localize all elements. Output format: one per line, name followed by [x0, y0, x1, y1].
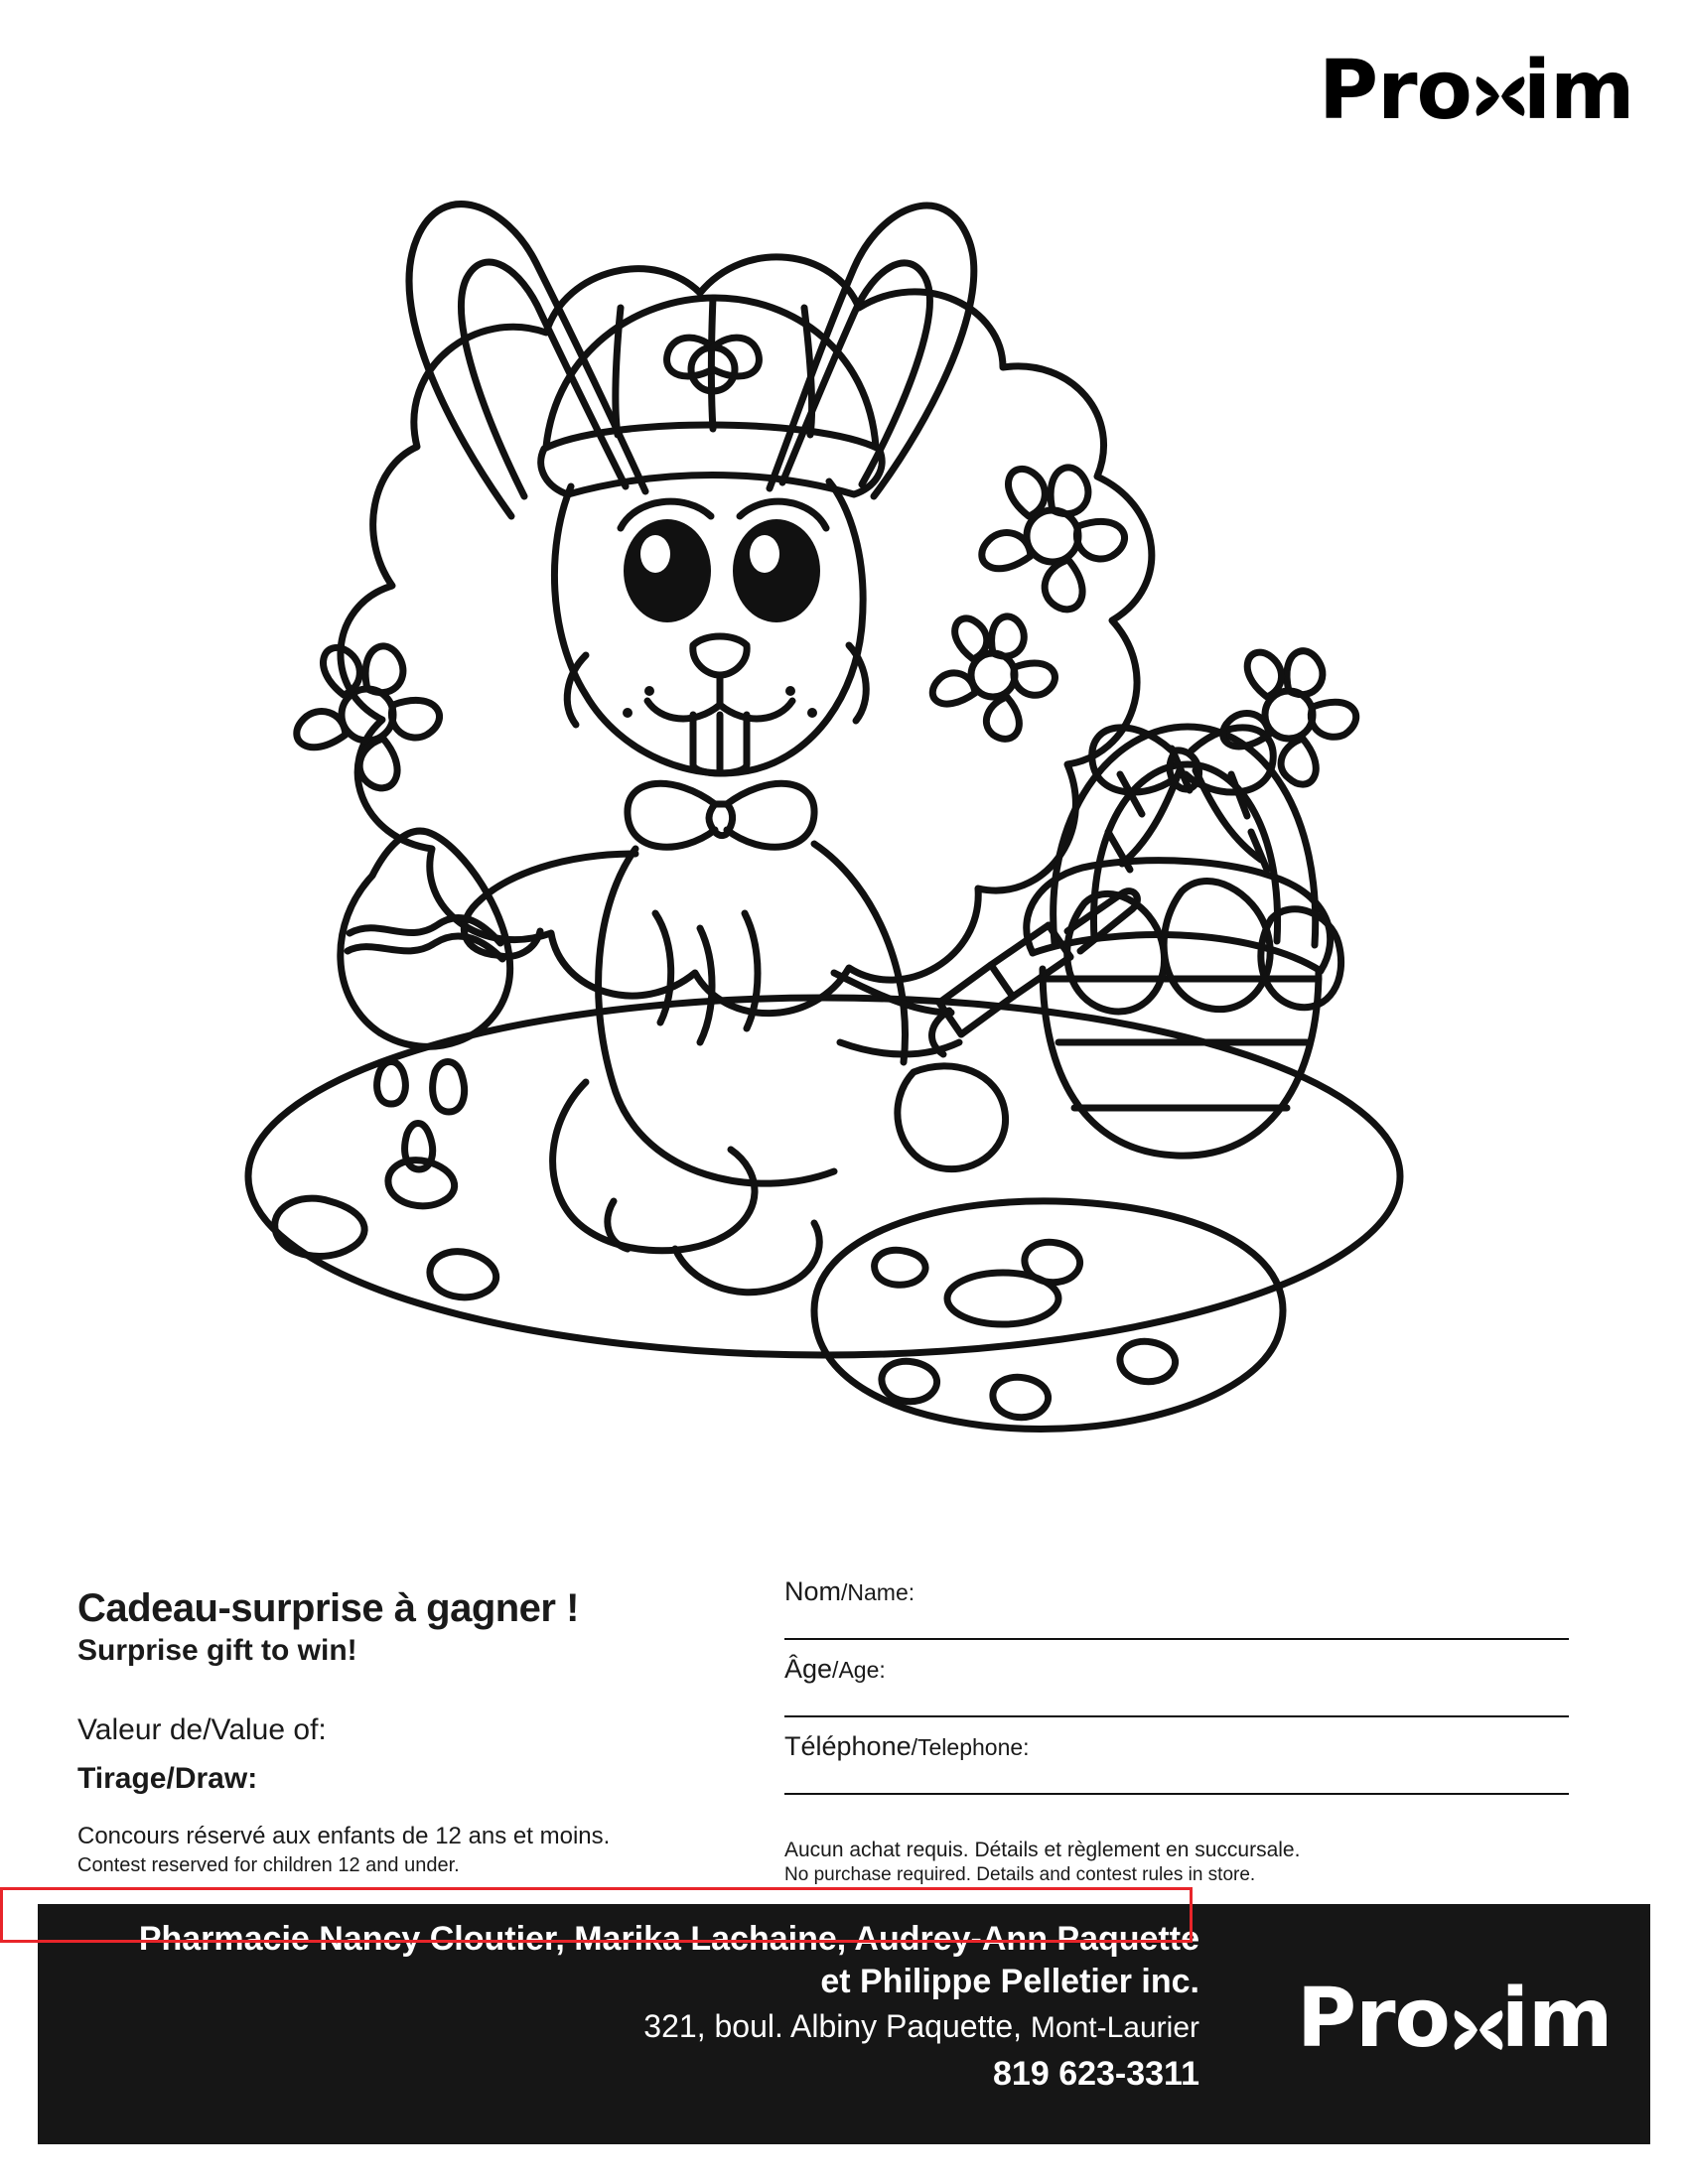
brand-name-part2-footer: im [1500, 1972, 1613, 2066]
name-label-fr: Nom [784, 1576, 842, 1606]
pharmacy-street: 321, boul. Albiny Paquette, [643, 2008, 1023, 2044]
promo-form-area [0, 1569, 1688, 1886]
telephone-label-separator: / [911, 1734, 917, 1760]
brand-name-part1-footer: Pro [1297, 1972, 1450, 2066]
pharmacy-name-line2: et Philippe Pelletier inc. [820, 1962, 1199, 2000]
promo-text-column [77, 1586, 733, 1878]
telephone-field-rule [784, 1793, 1569, 1795]
name-label-separator: / [841, 1579, 848, 1605]
brand-wordmark-footer [1297, 1972, 1613, 2066]
age-field-label [784, 1656, 1569, 1683]
telephone-label-fr: Téléphone [784, 1731, 912, 1761]
name-field-label [784, 1578, 1569, 1605]
age-input[interactable] [784, 1686, 1569, 1715]
pharmacy-name-line1: Pharmacie Nancy Cloutier, Marika Lachaine, Audrey-Ann Paquette [138, 1920, 1199, 1958]
promo-draw-en: Draw: [174, 1762, 258, 1795]
age-field-rule [784, 1715, 1569, 1717]
pharmacy-info [38, 1918, 1219, 2096]
promo-draw-line [77, 1762, 733, 1796]
age-label-fr: Âge [784, 1654, 833, 1684]
legal-disclaimer [784, 1837, 1569, 1888]
field-row-telephone [784, 1733, 1569, 1811]
age-label-en: Age: [838, 1657, 886, 1683]
name-field-rule [784, 1638, 1569, 1640]
brand-name-part2: im [1522, 44, 1634, 138]
pharmacy-phone[interactable]: 819 623-3311 [993, 2054, 1199, 2093]
brand-name-part1: Pro [1319, 44, 1472, 138]
field-row-age [784, 1656, 1569, 1733]
telephone-label-en: Telephone: [917, 1734, 1030, 1760]
promo-headline-fr: Cadeau-surprise à gagner ! [77, 1586, 579, 1630]
name-input[interactable] [784, 1608, 1569, 1638]
promo-rules-fr: Concours réservé aux enfants de 12 ans et moins. [77, 1823, 611, 1849]
promo-value-separator: / [203, 1713, 211, 1746]
promo-rules-en: Contest reserved for children 12 and under. [77, 1854, 460, 1876]
coloring-illustration [119, 119, 1529, 1529]
entry-form-column [784, 1578, 1569, 1888]
promo-draw-separator: / [166, 1762, 175, 1795]
pharmacy-address [38, 2006, 1199, 2048]
promo-value-en: Value of: [211, 1713, 327, 1746]
telephone-field-label [784, 1733, 1569, 1760]
footer-bar [38, 1904, 1650, 2144]
name-label-en: Name: [847, 1579, 915, 1605]
telephone-input[interactable] [784, 1763, 1569, 1793]
disclaimer-fr: Aucun achat requis. Détails et règlement en succursale. [784, 1839, 1301, 1861]
pharmacy-city: Mont-Laurier [1030, 2011, 1199, 2044]
promo-value-line [77, 1712, 733, 1748]
promo-draw-fr: Tirage [77, 1762, 167, 1795]
brand-logo-footer [1297, 1972, 1613, 2069]
promo-headline-en: Surprise gift to win! [77, 1634, 357, 1667]
field-row-name [784, 1578, 1569, 1656]
disclaimer-en: No purchase required. Details and contest rules in store. [784, 1864, 1256, 1886]
age-label-separator: / [832, 1657, 839, 1683]
promo-value-fr: Valeur de [77, 1713, 204, 1746]
